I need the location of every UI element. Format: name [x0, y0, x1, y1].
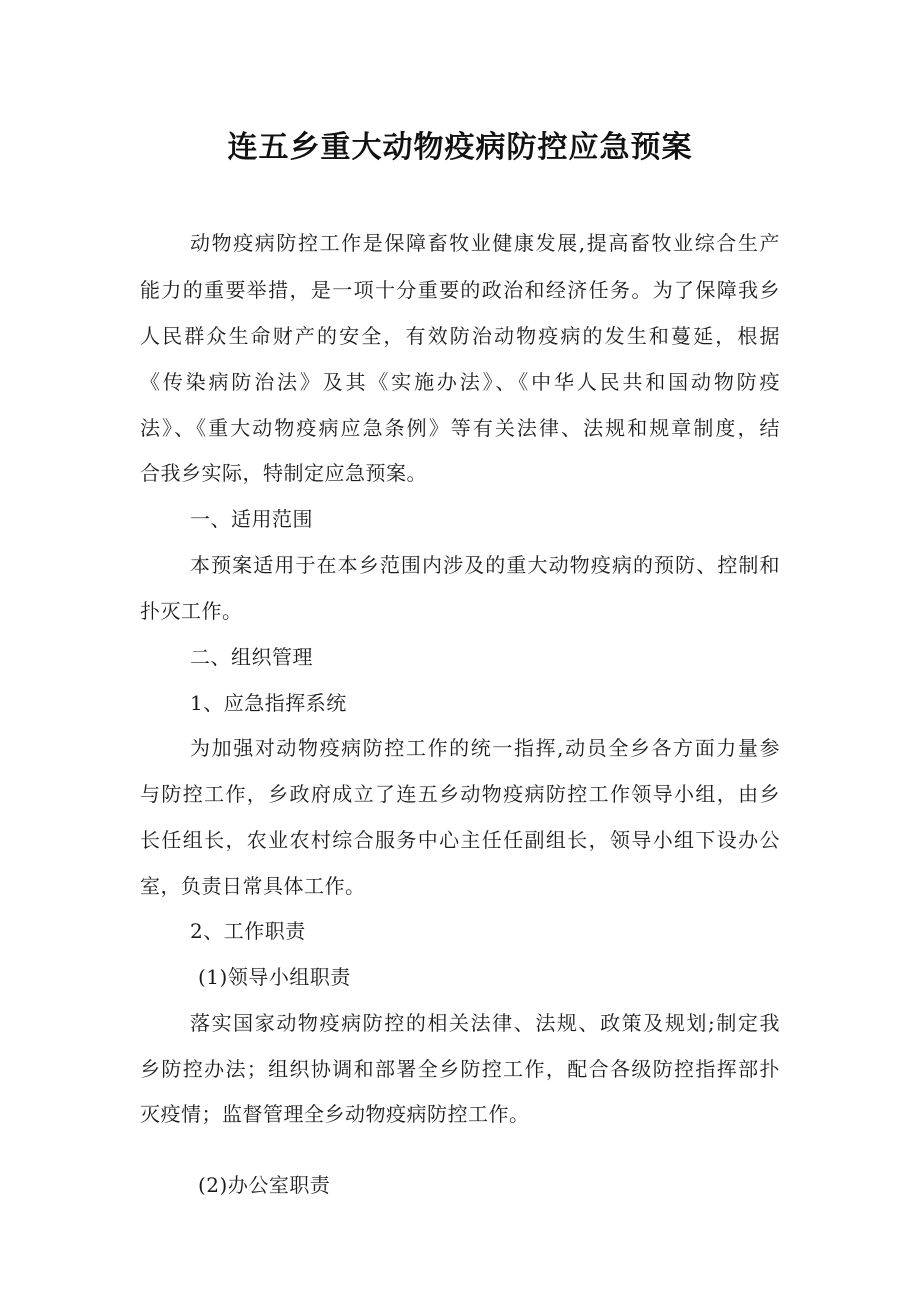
- paragraph-line: 能力的重要举措，是一项十分重要的政治和经济任务。为了保障我乡: [140, 278, 780, 302]
- paragraph-line: 扑灭工作。: [140, 599, 243, 623]
- paragraph-line: 为加强对动物疫病防控工作的统一指挥,动员全乡各方面力量参: [190, 736, 780, 760]
- section-heading: 一、适用范围: [190, 507, 313, 531]
- section-heading: 二、组织管理: [190, 645, 313, 669]
- item-heading: (2)办公室职责: [198, 1173, 331, 1197]
- item-heading: (1)领导小组职责: [198, 965, 351, 989]
- paragraph-line: 乡防控办法；组织协调和部署全乡防控工作，配合各级防控指挥部扑: [140, 1057, 780, 1081]
- subsection-heading: 2、工作职责: [190, 919, 306, 943]
- paragraph-line: 室，负责日常具体工作。: [140, 874, 366, 898]
- paragraph-line: 动物疫病防控工作是保障畜牧业健康发展,提高畜牧业综合生产: [190, 231, 780, 255]
- paragraph-line: 《传染病防治法》及其《实施办法》、《中华人民共和国动物防疫: [140, 370, 780, 394]
- paragraph-line: 本预案适用于在本乡范围内涉及的重大动物疫病的预防、控制和: [190, 553, 780, 577]
- paragraph-line: 法》、《重大动物疫病应急条例》等有关法律、法规和规章制度，结: [140, 416, 780, 440]
- paragraph-line: 落实国家动物疫病防控的相关法律、法规、政策及规划;制定我: [190, 1011, 780, 1035]
- paragraph-line: 与防控工作，乡政府成立了连五乡动物疫病防控工作领导小组，由乡: [140, 782, 780, 806]
- document-title: 连五乡重大动物疫病防控应急预案: [227, 130, 693, 165]
- paragraph-line: 合我乡实际，特制定应急预案。: [140, 461, 427, 485]
- paragraph-line: 人民群众生命财产的安全，有效防治动物疫病的发生和蔓延，根据: [140, 324, 780, 348]
- paragraph-line: 长任组长，农业农村综合服务中心主任任副组长，领导小组下设办公: [140, 828, 780, 852]
- paragraph-line: 灭疫情；监督管理全乡动物疫病防控工作。: [140, 1102, 530, 1126]
- subsection-heading: 1、应急指挥系统: [190, 691, 347, 715]
